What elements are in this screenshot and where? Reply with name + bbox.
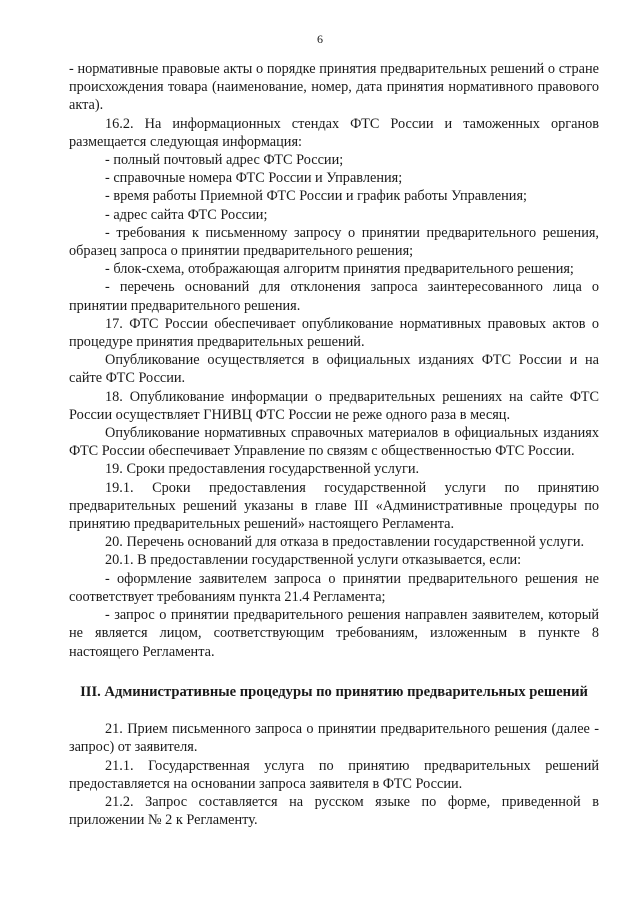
paragraph-19-1: 19.1. Сроки предоставления государственной услуги по принятию предварительных решений указаны в главе III «Административные процедуры по принятию предварительных решений» настоящего Регламента.: [69, 479, 599, 533]
paragraph-18: 18. Опубликование информации о предварительных решениях на сайте ФТС России осуществляет ГНИВЦ ФТС России не реже одного раза в месяц.: [69, 388, 599, 423]
paragraph-16-2: 16.2. На информационных стендах ФТС России и таможенных органов размещается следующая информация:: [69, 115, 599, 150]
list-item-phone-numbers: - справочные номера ФТС России и Управления;: [105, 170, 403, 187]
document-body: [69, 60, 599, 829]
paragraph-20: 20. Перечень оснований для отказа в предоставлении государственной услуги.: [105, 534, 585, 551]
paragraph-publication: Опубликование осуществляется в официальных изданиях ФТС России и на сайте ФТС России.: [69, 352, 599, 387]
list-item-postal-address: - полный почтовый адрес ФТС России;: [105, 152, 344, 169]
list-item-improper-applicant: - запрос о принятии предварительного решения направлен заявителем, который не является лицом, соответствующим требованиям, изложенным в пункте 8 настоящего Регламента.: [69, 607, 599, 660]
list-item-flowchart: - блок-схема, отображающая алгоритм принятия предварительного решения;: [105, 261, 574, 278]
page-number: 6: [317, 32, 323, 46]
list-item-working-hours: - время работы Приемной ФТС России и график работы Управления;: [105, 188, 528, 205]
paragraph-21-2: 21.2. Запрос составляется на русском языке по форме, приведенной в приложении № 2 к Регламенту.: [69, 794, 599, 829]
paragraph-17: 17. ФТС России обеспечивает опубликование нормативных правовых актов о процедуре принятия предварительных решений.: [69, 315, 599, 351]
paragraph-legal-acts: - нормативные правовые акты о порядке принятия предварительных решений о стране происхождения товара (наименование, номер, дата принятия нормативного правового акта).: [69, 61, 599, 114]
section-heading: III. Административные процедуры по принятию предварительных решений: [80, 683, 588, 700]
paragraph-19: 19. Сроки предоставления государственной услуги.: [105, 461, 420, 478]
list-item-requirements-mismatch: - оформление заявителем запроса о принятии предварительного решения не соответствует требованиям пункта 21.4 Регламента;: [69, 570, 599, 605]
list-item-rejection-grounds: - перечень оснований для отклонения запроса заинтересованного лица о принятии предварительного решения.: [69, 279, 599, 314]
list-item-request-requirements: - требования к письменному запросу о принятии предварительного решения, образец запроса о принятии предварительного решения;: [69, 224, 599, 260]
paragraph-20-1: 20.1. В предоставлении государственной услуги отказывается, если:: [105, 552, 522, 569]
paragraph-reference-materials: Опубликование нормативных справочных материалов в официальных изданиях ФТС России обеспечивает Управление по связям с общественностью ФТС России.: [69, 425, 599, 460]
paragraph-21: 21. Прием письменного запроса о принятии предварительного решения (далее - запрос) от заявителя.: [69, 721, 599, 756]
paragraph-21-1: 21.1. Государственная услуга по принятию предварительных решений предоставляется на основании запроса заявителя в ФТС России.: [69, 757, 599, 792]
list-item-website-address: - адрес сайта ФТС России;: [105, 206, 268, 223]
